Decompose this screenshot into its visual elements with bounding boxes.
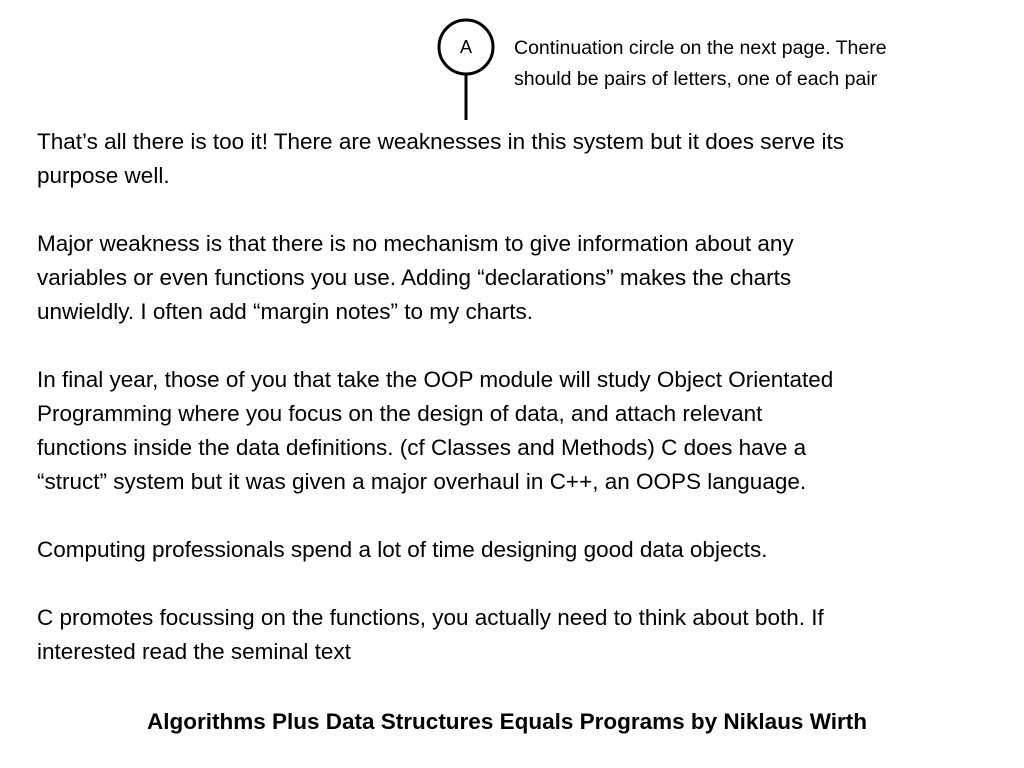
connector-note [514, 33, 994, 95]
text-line: variables or even functions you use. Adding “declarations” makes the charts [37, 265, 792, 290]
text-line: purpose well. [37, 163, 170, 188]
text-line: C promotes focussing on the functions, you actually need to think about both. If [37, 605, 824, 630]
text-line: Computing professionals spend a lot of time designing good data objects. [37, 537, 768, 562]
paragraph-weaknesses-intro [37, 125, 997, 193]
text-line: unwieldly. I often add “margin notes” to my charts. [37, 299, 534, 324]
text-line: functions inside the data definitions. (cf Classes and Methods) C does have a [37, 435, 807, 460]
book-reference-title: Algorithms Plus Data Structures Equals Programs by Niklaus Wirth [147, 709, 867, 734]
note-line: Continuation circle on the next page. There [514, 37, 887, 59]
paragraph-data-objects [37, 533, 997, 567]
text-line: That’s all there is too it! There are weaknesses in this system but it does serve its [37, 129, 845, 154]
body-text [37, 125, 997, 669]
text-line: interested read the seminal text [37, 639, 351, 664]
connector-letter: A [459, 37, 472, 57]
text-line: “struct” system but it was given a major overhaul in C++, an OOPS language. [37, 469, 807, 494]
paragraph-oop [37, 363, 997, 499]
paragraph-functions [37, 601, 997, 669]
text-line: In final year, those of you that take the OOP module will study Object Orientated [37, 367, 834, 392]
paragraph-major-weakness [37, 227, 997, 329]
text-line: Major weakness is that there is no mechanism to give information about any [37, 231, 794, 256]
text-line: Programming where you focus on the design of data, and attach relevant [37, 401, 763, 426]
note-line: should be pairs of letters, one of each pair [514, 68, 878, 90]
